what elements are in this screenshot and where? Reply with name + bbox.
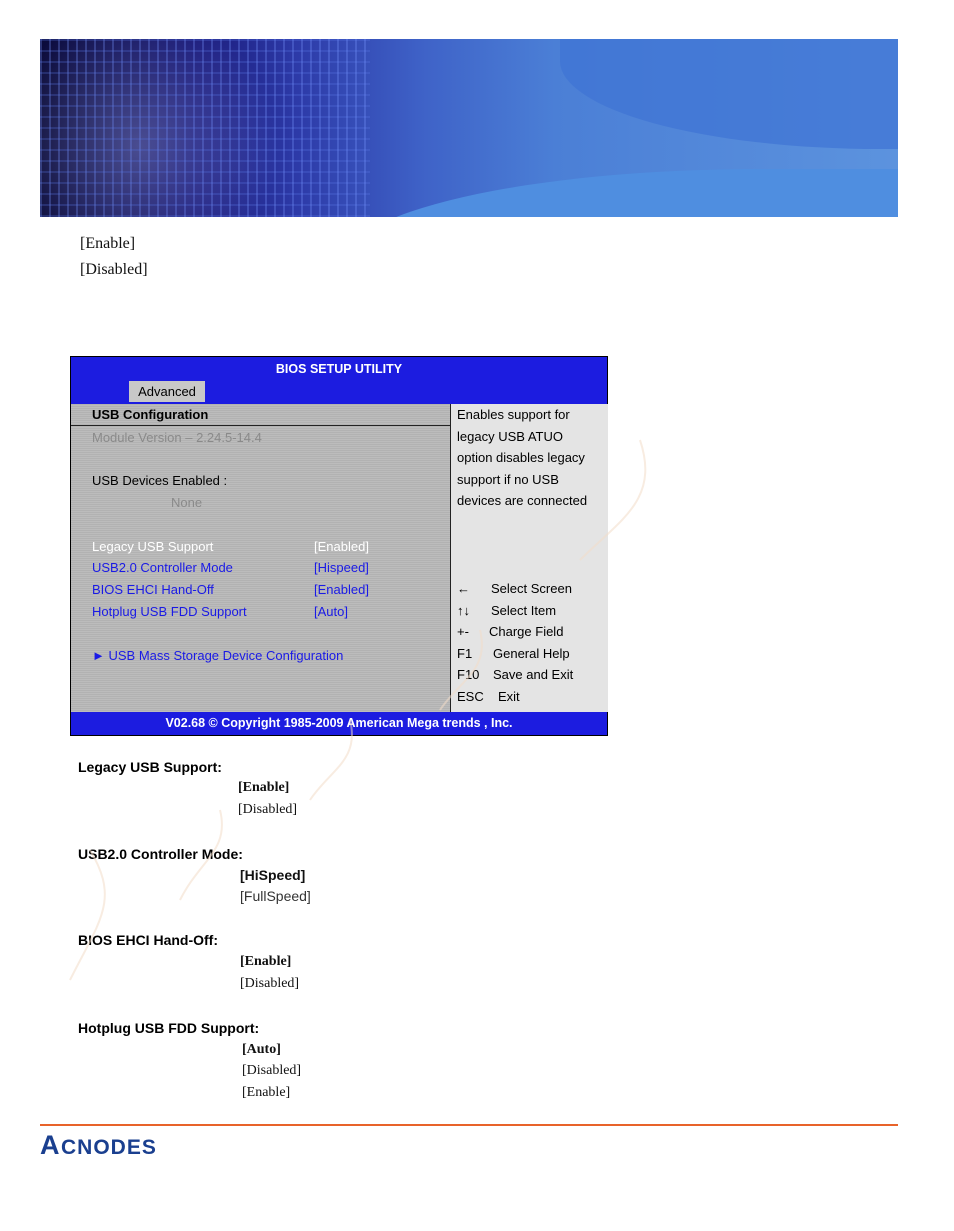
- option-disabled: [Disabled]: [242, 1063, 302, 1078]
- key-action: Charge Field: [489, 624, 564, 639]
- key-action: Select Screen: [491, 581, 572, 596]
- option-disabled: [Disabled]: [240, 976, 300, 991]
- key-action: Select Item: [491, 603, 557, 618]
- bios-copyright: V02.68 © Copyright 1985-2009 American Mega trends , Inc.: [71, 712, 607, 735]
- usb-devices-label: USB Devices Enabled :: [92, 473, 228, 488]
- usb-devices-value: None: [171, 495, 203, 510]
- heading-legacy-usb: Legacy USB Support:: [78, 759, 222, 775]
- heading-hotplug-fdd: Hotplug USB FDD Support:: [78, 1020, 260, 1036]
- heading-ehci-handoff: BIOS EHCI Hand-Off:: [78, 932, 218, 948]
- option-enable: [Enable]: [240, 954, 292, 969]
- circuit-board-graphic: [40, 39, 370, 217]
- submenu-mass-storage[interactable]: ► USB Mass Storage Device Configuration: [92, 648, 344, 663]
- bios-settings-panel: [71, 404, 450, 712]
- help-line: devices are connected: [457, 493, 588, 508]
- setting-legacy-usb-label[interactable]: Legacy USB Support: [92, 539, 214, 554]
- key-f10: F10: [457, 667, 480, 682]
- help-line: Enables support for: [457, 407, 570, 422]
- acnodes-logo: [40, 1130, 200, 1165]
- svg-text:CNODES: CNODES: [61, 1136, 157, 1159]
- key-esc: ESC: [457, 689, 484, 704]
- setting-ehci-handoff-value[interactable]: [Enabled]: [314, 582, 369, 597]
- option-fullspeed: [FullSpeed]: [240, 888, 311, 904]
- footer-rule: [40, 1124, 898, 1126]
- setting-hotplug-fdd-label[interactable]: Hotplug USB FDD Support: [92, 604, 247, 619]
- setting-usb20-mode-label[interactable]: USB2.0 Controller Mode: [92, 560, 233, 575]
- option-enable: [Enable]: [242, 1085, 291, 1100]
- key-action: Save and Exit: [493, 667, 574, 682]
- setting-hotplug-fdd-value[interactable]: [Auto]: [314, 604, 348, 619]
- setting-legacy-usb-value[interactable]: [Enabled]: [314, 539, 369, 554]
- option-auto: [Auto]: [242, 1042, 281, 1057]
- bios-title: BIOS SETUP UTILITY: [275, 362, 403, 376]
- banner-wave-shape: [560, 39, 898, 149]
- heading-usb20-mode: USB2.0 Controller Mode:: [78, 846, 243, 862]
- help-line: option disables legacy: [457, 450, 585, 465]
- key-action: General Help: [493, 646, 570, 661]
- key-f1: F1: [457, 646, 473, 661]
- bios-screenshot: [70, 356, 608, 736]
- section-title: USB Configuration: [92, 407, 209, 422]
- key-left-arrow: ←: [457, 581, 470, 596]
- acnodes-logo-mark: [40, 1130, 200, 1160]
- option-disabled: [Disabled]: [238, 802, 298, 817]
- key-plus-minus: +-: [457, 624, 469, 639]
- option-enable: [Enable]: [80, 235, 136, 252]
- key-action: Exit: [498, 689, 520, 704]
- setting-usb20-mode-value[interactable]: [Hispeed]: [314, 560, 369, 575]
- setting-ehci-handoff-label[interactable]: BIOS EHCI Hand-Off: [92, 582, 214, 597]
- tab-advanced[interactable]: Advanced: [129, 381, 205, 402]
- key-up-down-arrow: ↑↓: [457, 603, 470, 618]
- module-version: Module Version – 2.24.5-14.4: [92, 430, 262, 445]
- banner-wave-shape: [340, 169, 898, 217]
- option-disabled: [Disabled]: [80, 261, 148, 278]
- help-line: support if no USB: [457, 472, 559, 487]
- svg-text:A: A: [40, 1130, 61, 1160]
- option-enable: [Enable]: [238, 780, 290, 795]
- help-line: legacy USB ATUO: [457, 429, 563, 444]
- bios-divider: [71, 425, 450, 426]
- option-hispeed: [HiSpeed]: [240, 867, 306, 883]
- header-banner-image: [40, 39, 898, 217]
